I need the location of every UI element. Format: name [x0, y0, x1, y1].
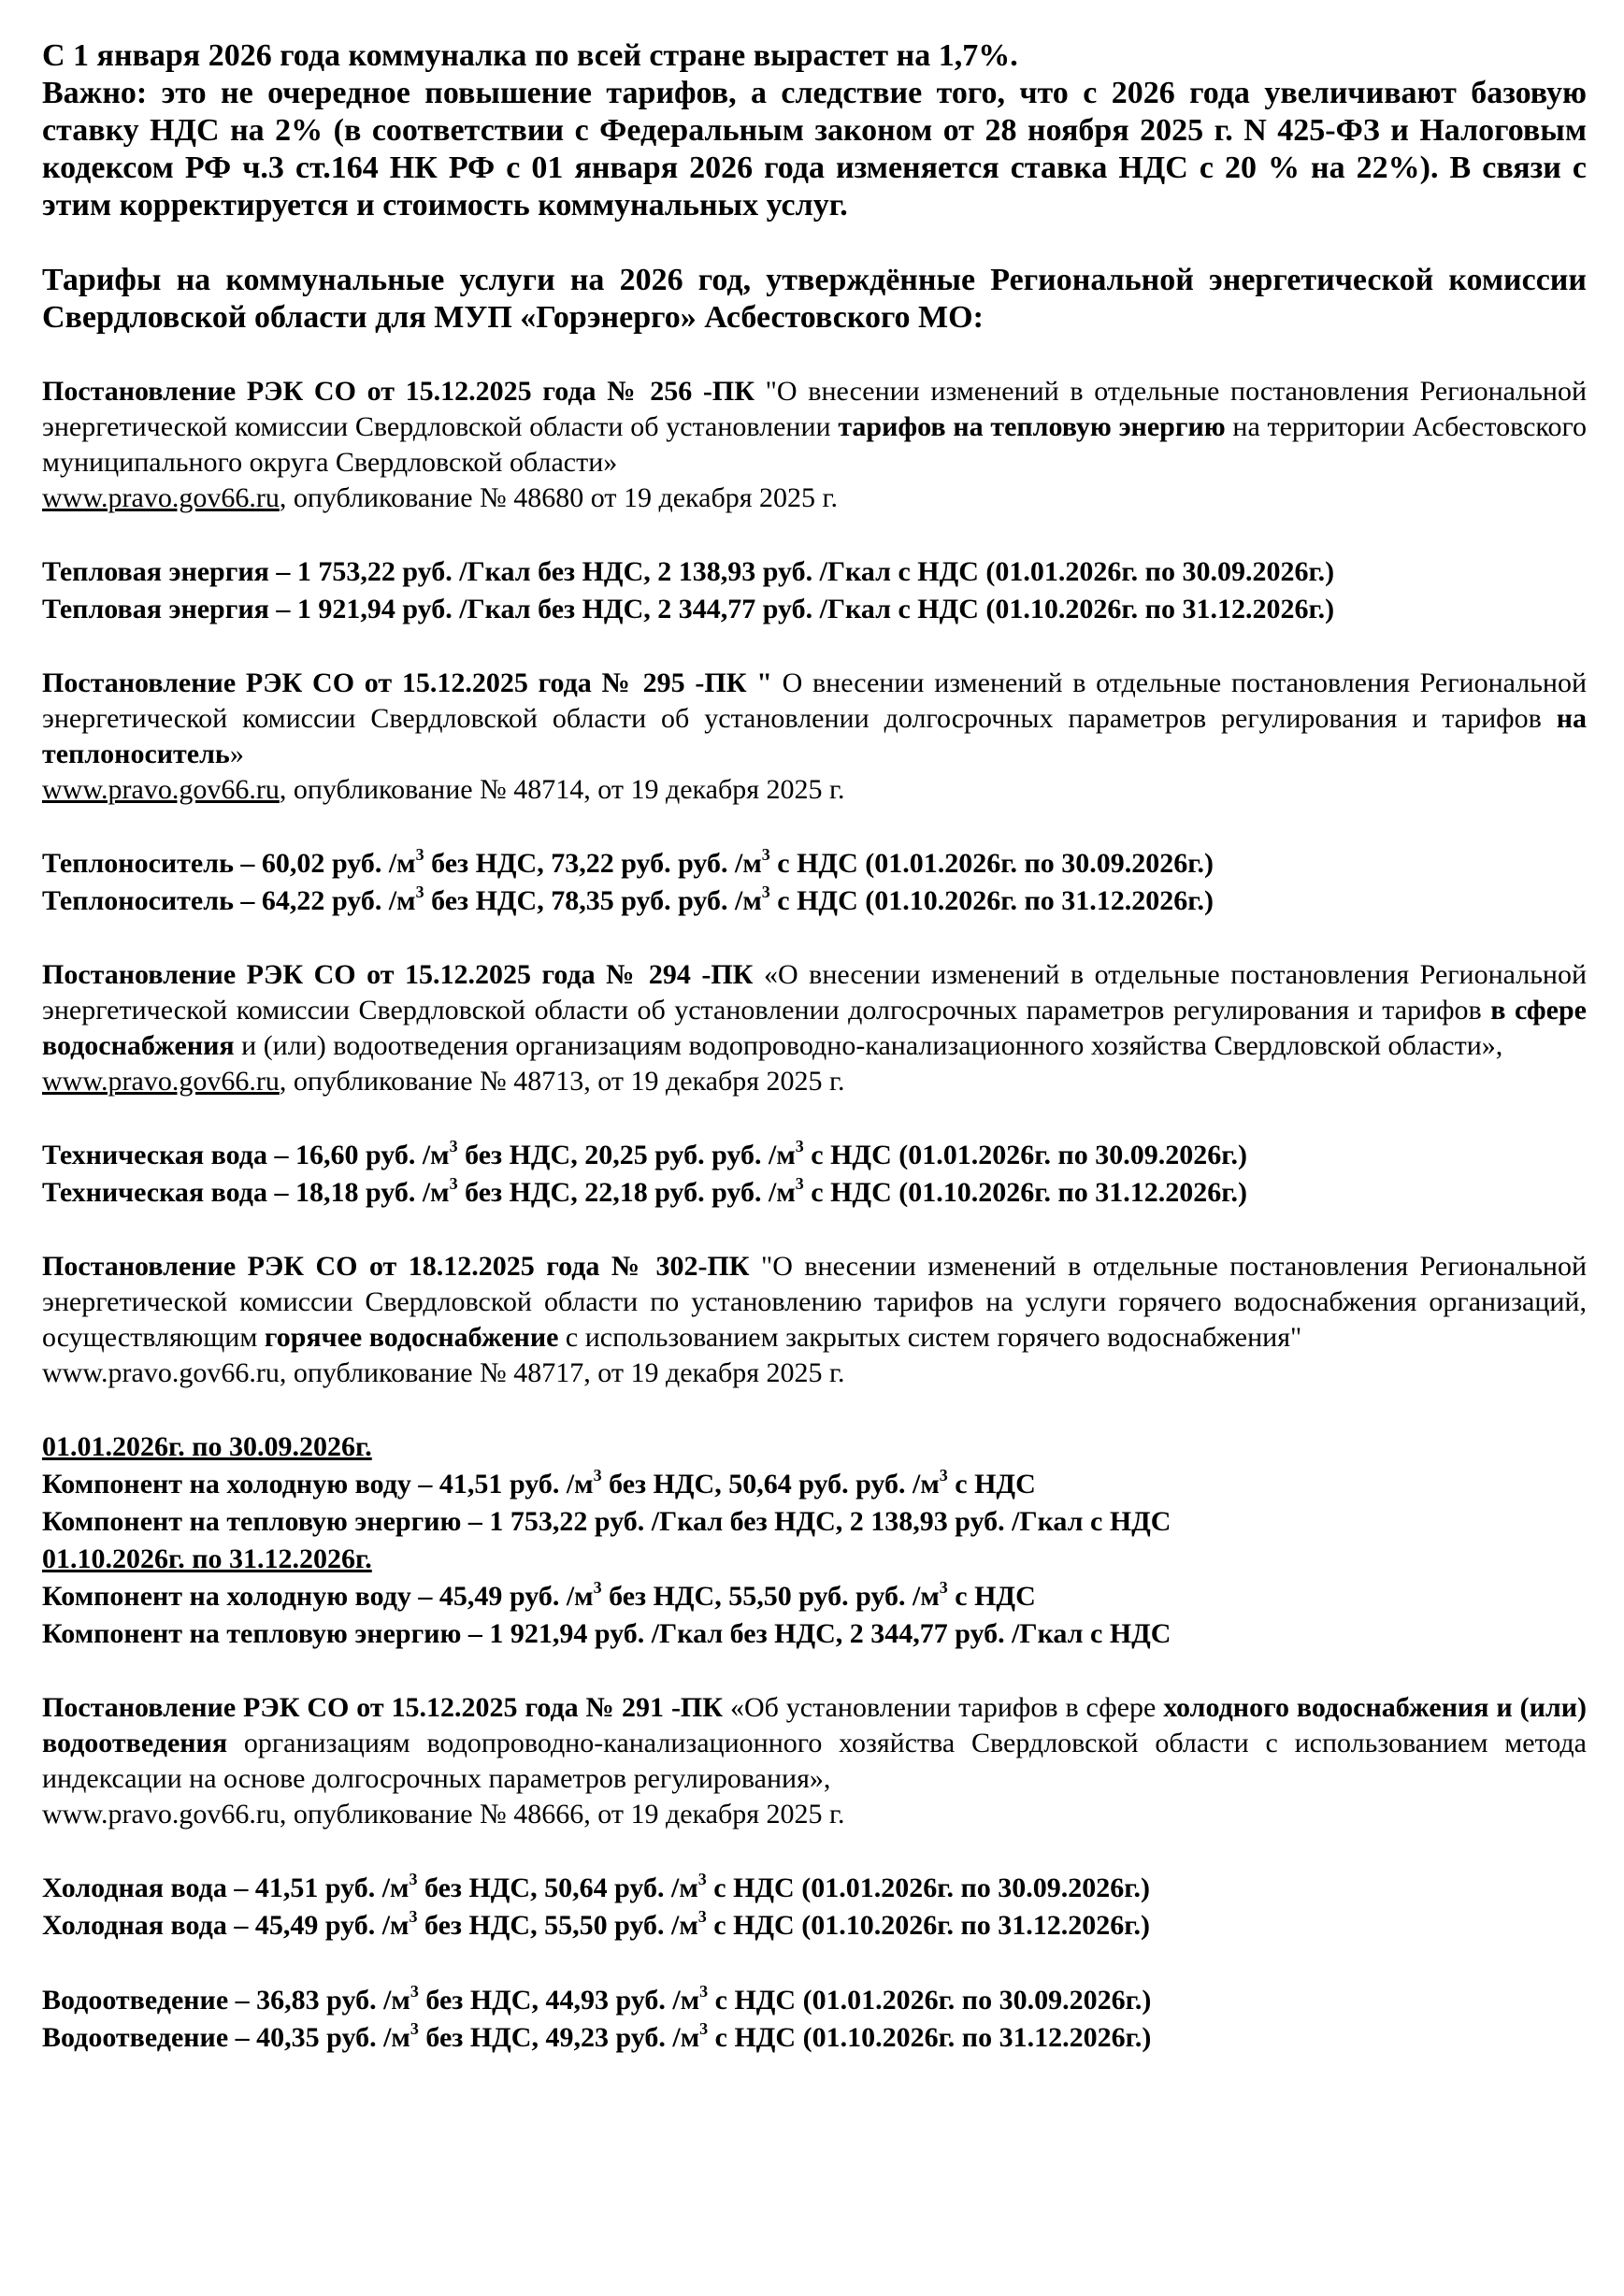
rate-line: Водоотведение – 40,35 руб. $/м^3$ без НДС, 49,23 руб. $/м^3$ с НДС (01.10.2026г. по 31.12.2026г.)	[42, 2019, 1152, 2053]
decree-text: на территории Асбестовского муниципального округа Свердловской области»	[42, 411, 1587, 478]
decree-heat-carrier	[42, 666, 1587, 772]
period-label: 01.01.2026г. по 30.09.2026г.	[42, 1431, 372, 1462]
pravo-link[interactable]: www.pravo.gov66.ru	[42, 482, 280, 513]
rates-cold-water	[42, 1870, 1587, 1944]
rate-line: Тепловая энергия – 1 921,94 руб. /Гкал без НДС, 2 344,77 руб. /Гкал с НДС (01.10.2026г. по 31.12.2026г.)	[42, 594, 1335, 624]
publication-heat-carrier	[42, 772, 1587, 808]
intro-line-1: С 1 января 2026 года коммуналка по всей стране вырастет на 1,7%.	[42, 38, 1018, 73]
pravo-link[interactable]: www.pravo.gov66.ru	[42, 774, 280, 805]
rate-line: Техническая вода – 16,60 руб. $/м^3$ без НДС, 20,25 руб. руб. $/м^3$ с НДС (01.01.2026г. по 30.09.2026г.)	[42, 1137, 1247, 1170]
decree-subject: тарифов на тепловую энергию	[838, 411, 1226, 442]
rate-line: Теплоноситель – 64,22 руб. $/м^3$ без НДС, 78,35 руб. руб. $/м^3$ с НДС (01.10.2026г. по 31.12.2026г.)	[42, 883, 1214, 916]
intro-line-2: Важно: это не очередное повышение тарифов, а следствие того, что с 2026 года увеличивают базовую ставку НДС на 2% (в соответствии с Федеральным законом от 28 ноября 2025 г. N 425-ФЗ и Налоговым кодексом РФ ч.3 ст.164 НК РФ с 01 января 2026 года изменяется ставка НДС с 20 % на 22%). В связи с этим корректируется и стоимость коммунальных услуг.	[42, 76, 1587, 222]
decree-subject: на теплоноситель	[42, 703, 1587, 769]
rate-line: Холодная вода – 45,49 руб. $/м^3$ без НДС, 55,50 руб. $/м^3$ с НДС (01.10.2026г. по 31.12.2026г.)	[42, 1907, 1150, 1941]
decree-title: Постановление РЭК СО от 15.12.2025 года № 295 -ПК "	[42, 667, 772, 698]
pravo-link-plain[interactable]: www.pravo.gov66.ru	[42, 1357, 280, 1388]
decree-title: Постановление РЭК СО от 15.12.2025 года № 291 -ПК	[42, 1692, 724, 1723]
rate-line: Компонент на тепловую энергию – 1 921,94 руб. /Гкал без НДС, 2 344,77 руб. /Гкал с НДС	[42, 1618, 1171, 1649]
rate-line: Компонент на холодную воду – 45,49 руб. $/м^3$ без НДС, 55,50 руб. руб. $/м^3$ с НДС	[42, 1578, 1036, 1612]
period-label: 01.10.2026г. по 31.12.2026г.	[42, 1543, 372, 1574]
decree-title: Постановление РЭК СО от 15.12.2025 года № 294 -ПК	[42, 959, 754, 990]
decree-text: »	[229, 739, 244, 769]
decree-text: «О внесении изменений в отдельные постановления Региональной энергетической комиссии Свердловской области об установлении долгосрочных параметров регулирования и тарифов	[42, 959, 1588, 1026]
decree-text: "О внесении изменений в отдельные постановления Региональной энергетической комиссии Свердловской области об установлении	[42, 376, 1588, 442]
rates-technical-water	[42, 1137, 1587, 1212]
decree-subject: холодного водоснабжения и (или) водоотведения	[42, 1692, 1587, 1758]
decree-title: Постановление РЭК СО от 15.12.2025 года № 256 -ПК	[42, 376, 755, 407]
rate-line: Компонент на тепловую энергию – 1 753,22 руб. /Гкал без НДС, 2 138,93 руб. /Гкал с НДС	[42, 1506, 1171, 1537]
rate-line: Водоотведение – 36,83 руб. $/м^3$ без НДС, 44,93 руб. $/м^3$ с НДС (01.01.2026г. по 30.09.2026г.)	[42, 1982, 1152, 2016]
rate-line: Компонент на холодную воду – 41,51 руб. $/м^3$ без НДС, 50,64 руб. руб. $/м^3$ с НДС	[42, 1466, 1036, 1500]
decree-text: организациям водопроводно-канализационного хозяйства Свердловской области с использованием метода индексации на основе долгосрочных параметров регулирования»,	[42, 1728, 1587, 1794]
intro-block	[42, 37, 1587, 224]
decree-text: и (или) водоотведения организациям водопроводно-канализационного хозяйства Свердловской области»,	[234, 1030, 1503, 1061]
rates-heat-carrier	[42, 845, 1587, 920]
publication-text: , опубликование № 48713, от 19 декабря 2025 г.	[279, 1066, 845, 1097]
decree-text: О внесении изменений в отдельные постановления Региональной энергетической комиссии Свердловской области об установлении долгосрочных параметров регулирования и тарифов	[42, 667, 1588, 734]
decree-text: "О внесении изменений в отдельные постановления Региональной энергетической комиссии Свердловской области по установлению тарифов на услуги горячего водоснабжения организаций, осуществляющим	[42, 1251, 1588, 1353]
decree-text: с использованием закрытых систем горячего водоснабжения"	[558, 1322, 1302, 1353]
publication-heat-energy	[42, 481, 1587, 516]
publication-text: , опубликование № 48714, от 19 декабря 2025 г.	[279, 774, 845, 805]
decree-hot-water	[42, 1249, 1587, 1356]
rates-hot-water	[42, 1428, 1587, 1653]
pravo-link[interactable]: www.pravo.gov66.ru	[42, 1066, 280, 1097]
publication-technical-water	[42, 1064, 1587, 1099]
rates-heat-energy	[42, 553, 1587, 628]
publication-text: , опубликование № 48680 от 19 декабря 2025 г.	[279, 482, 838, 513]
rate-line: Теплоноситель – 60,02 руб. $/м^3$ без НДС, 73,22 руб. руб. $/м^3$ с НДС (01.01.2026г. по 30.09.2026г.)	[42, 845, 1214, 879]
decree-cold-water	[42, 1690, 1587, 1797]
rate-line: Тепловая энергия – 1 753,22 руб. /Гкал без НДС, 2 138,93 руб. /Гкал с НДС (01.01.2026г. по 30.09.2026г.)	[42, 556, 1335, 587]
publication-text: , опубликование № 48666, от 19 декабря 2025 г.	[279, 1799, 845, 1830]
publication-cold-water	[42, 1797, 1587, 1832]
rate-line: Техническая вода – 18,18 руб. $/м^3$ без НДС, 22,18 руб. руб. $/м^3$ с НДС (01.10.2026г. по 31.12.2026г.)	[42, 1174, 1247, 1208]
decree-subject: горячее водоснабжение	[264, 1322, 559, 1353]
decree-title: Постановление РЭК СО от 18.12.2025 года № 302-ПК	[42, 1251, 750, 1282]
publication-hot-water	[42, 1356, 1587, 1391]
decree-text: «Об установлении тарифов в сфере	[723, 1692, 1164, 1723]
decree-subject: в сфере водоснабжения	[42, 995, 1587, 1061]
pravo-link-plain[interactable]: www.pravo.gov66.ru	[42, 1799, 280, 1830]
publication-text: , опубликование № 48717, от 19 декабря 2025 г.	[279, 1357, 845, 1388]
tariffs-heading: Тарифы на коммунальные услуги на 2026 год, утверждённые Региональной энергетической комиссии Свердловской области для МУП «Горэнерго» Асбестовского МО:	[42, 263, 1587, 335]
rates-sewage	[42, 1982, 1587, 2057]
decree-technical-water	[42, 957, 1587, 1064]
decree-heat-energy	[42, 374, 1587, 481]
rate-line: Холодная вода – 41,51 руб. $/м^3$ без НДС, 50,64 руб. $/м^3$ с НДС (01.01.2026г. по 30.09.2026г.)	[42, 1870, 1150, 1903]
